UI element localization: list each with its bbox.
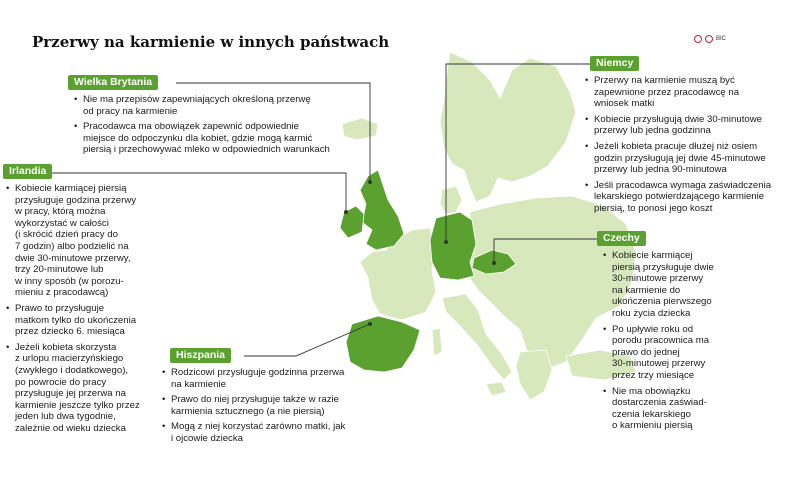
- denmark-land: [440, 186, 462, 214]
- country-label-spain: Hiszpania: [170, 348, 231, 363]
- spain-bullet: • Mogą z niej korzystać zarówno matki, jak i ojcowie dziecka: [162, 421, 377, 444]
- sardinia-land: [432, 328, 442, 356]
- czech-bullet: • Po upływie roku od porodu pracownica ma prawo do jednej 30-minutowej przerwy przez trzy miesiące: [603, 324, 783, 382]
- ireland-bullet: • Jeżeli kobieta skorzysta z urlopu macierzyńskiego (zwykłego i dodatkowego), po powrocie do pracy przysługuje jej przerwa na karmienie jeszcze tylko przez jeden lub dwa tygodnie, zależnie od wieku dziecka: [6, 342, 181, 435]
- germany-bullet: • Przerwy na karmienie muszą być zapewnione przez pracodawcę na wniosek matki: [585, 75, 800, 110]
- spain-bullet: • Prawo do niej przysługuje także w razie karmienia sztucznego (a nie piersią): [162, 394, 377, 417]
- sicily-land: [486, 382, 506, 396]
- ireland-shape: [340, 206, 364, 238]
- spain-info: [162, 367, 377, 449]
- germany-bullet: • Jeżeli kobieta pracuje dłużej niż osiem godzin przysługują jej dwie 45-minutowe przerwy lub jedna 90-minutowa: [585, 141, 800, 176]
- country-label-czech: Czechy: [597, 231, 646, 246]
- logo-text: BIC: [716, 36, 727, 42]
- country-label-ireland: Irlandia: [3, 164, 52, 179]
- uk-info: [74, 94, 374, 160]
- leader-dot-ireland: [344, 210, 348, 214]
- scandinavia-land: [440, 52, 576, 202]
- uk-bullet: • Nie ma przepisów zapewniających określoną przerwę od pracy na karmienie: [74, 94, 374, 117]
- czech-bullet: • Kobiecie karmiącej piersią przysługuje dwie 30-minutowe przerwy na karmienie do ukończenia pierwszego roku życia dziecka: [603, 250, 783, 320]
- spain-shape: [346, 316, 420, 372]
- czech-bullet: • Nie ma obowiązku dostarczenia zaświad- czenia lekarskiego o karmieniu piersią: [603, 386, 783, 432]
- germany-bullet: • Kobiecie przysługują dwie 30-minutowe przerwy lub jedna godzinna: [585, 114, 800, 137]
- page-title: Przerwy na karmienie w innych państwach: [32, 33, 390, 51]
- leader-dot-czech: [492, 261, 496, 265]
- germany-shape: [430, 212, 476, 280]
- uk-bullet: • Pracodawca ma obowiązek zapewnić odpowiednie miejsce do odpoczynku dla kobiet, gdzie mogą karmić piersią i przechowywać mleko w odpowiednich warunkach: [74, 121, 374, 156]
- country-label-uk: Wielka Brytania: [68, 75, 158, 90]
- spain-bullet: • Rodzicowi przysługuje godzinna przerwa na karmienie: [162, 367, 377, 390]
- czech-info: [603, 250, 783, 436]
- greece-land: [516, 350, 552, 400]
- leader-dot-spain: [368, 322, 372, 326]
- leader-dot-germany: [444, 240, 448, 244]
- ireland-info: [6, 183, 181, 438]
- germany-bullet: • Jeśli pracodawca wymaga zaświadczenia lekarskiego potwierdzającego karmienie piersią, to ponosi jego koszt: [585, 180, 800, 215]
- ireland-bullet: • Kobiecie karmiącej piersią przysługuje godzina przerwy w pracy, którą można wykorzystać w całości (i skrócić dzień pracy do 7 godzin) albo podzielić na dwie 30-minutowe przerwy, trzy 20-minutowe lub w inny sposób (w porozu- mieniu z pracodawcą): [6, 183, 181, 299]
- germany-info: [585, 75, 800, 219]
- country-label-germany: Niemcy: [590, 56, 639, 71]
- leader-dot-uk: [368, 180, 372, 184]
- ireland-bullet: • Prawo to przysługuje matkom tylko do ukończenia przez dziecko 6. miesiąca: [6, 303, 181, 338]
- uk-shape: [360, 170, 404, 250]
